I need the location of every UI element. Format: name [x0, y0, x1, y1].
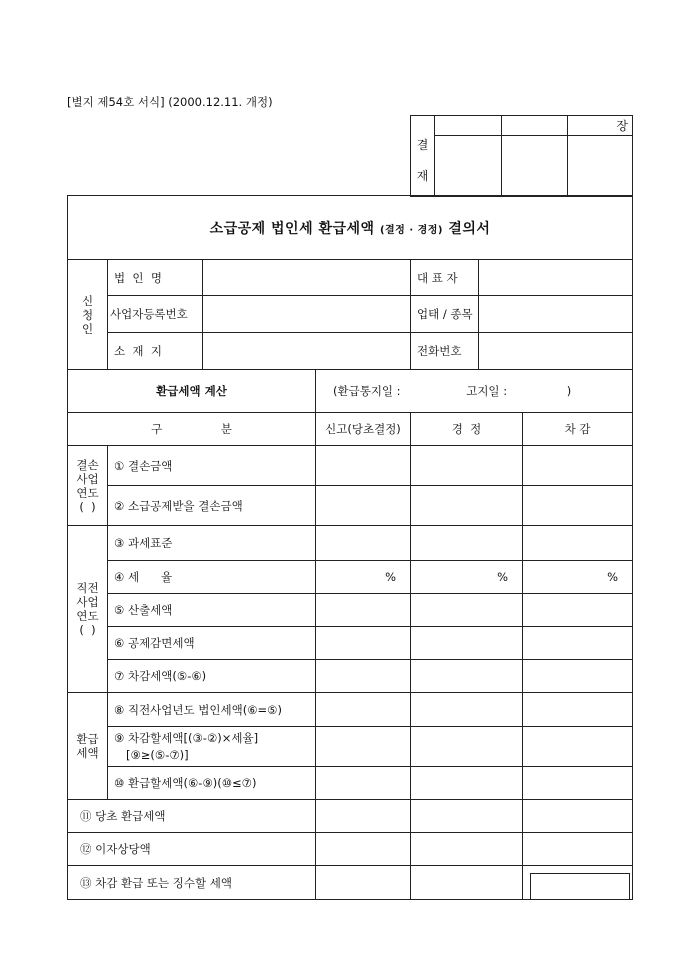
cell-report[interactable] [316, 660, 411, 693]
address-field[interactable] [203, 333, 411, 370]
cell-correction[interactable] [411, 833, 523, 866]
cell-report[interactable] [316, 594, 411, 627]
cell-correction[interactable] [411, 627, 523, 660]
col-correction: 경 정 [411, 413, 523, 446]
cell-correction[interactable] [411, 446, 523, 486]
cell-difference[interactable] [523, 446, 633, 486]
row-label: ② 소급공제받을 결손금액 [108, 486, 316, 526]
form-title [68, 196, 633, 260]
row-label: ⑤ 산출세액 [108, 594, 316, 627]
title-suffix: 결의서 [448, 220, 491, 237]
cell-report[interactable] [316, 800, 411, 833]
row-label: ⑪ 당초 환급세액 [68, 800, 316, 833]
prior-year-label: 직전 사업 연도 ( ) [68, 526, 108, 693]
cell-difference[interactable] [523, 526, 633, 561]
cell-difference[interactable]: % [523, 561, 633, 594]
row-label: ⑩ 환급할세액(⑥-⑨)(⑩≤⑦) [108, 767, 316, 800]
cell-report[interactable] [316, 526, 411, 561]
cell-correction[interactable] [411, 800, 523, 833]
notice-date-label: (환급통지일 : [333, 384, 401, 398]
row-label: ① 결손금액 [108, 446, 316, 486]
applicant-label: 신 청 인 [68, 260, 108, 370]
cell-difference[interactable] [523, 866, 633, 900]
row-label: ⑧ 직전사업년도 법인세액(⑥=⑤) [108, 693, 316, 727]
close-paren: ) [566, 384, 572, 398]
cell-report[interactable] [316, 833, 411, 866]
form-note: [별지 제54호 서식] (2000.12.11. 개정) [67, 95, 273, 109]
business-type-label: 업태 / 종목 [411, 296, 479, 333]
row-label-line2: [⑨≥(⑤-⑦)] [126, 747, 189, 762]
cell-correction[interactable] [411, 660, 523, 693]
approval-sign-2[interactable] [502, 136, 568, 197]
row-label: ③ 과세표준 [108, 526, 316, 561]
due-date-label: 고지일 : [466, 384, 508, 398]
cell-correction[interactable] [411, 767, 523, 800]
cell-difference[interactable] [523, 627, 633, 660]
cell-correction[interactable] [411, 693, 523, 727]
col-report: 신고(당초결정) [316, 413, 411, 446]
title-paren: (결정 · 경정) [379, 224, 443, 236]
cell-correction[interactable] [411, 526, 523, 561]
col-difference: 차 감 [523, 413, 633, 446]
row-label [108, 727, 316, 767]
approval-label-top: 결 [416, 138, 429, 152]
address-label: 소 재 지 [108, 333, 203, 370]
representative-field[interactable] [479, 260, 633, 296]
approval-box [410, 115, 633, 197]
refund-label: 환급 세액 [68, 693, 108, 800]
cell-correction[interactable]: % [411, 561, 523, 594]
row-label: ⑬ 차감 환급 또는 징수할 세액 [68, 866, 316, 900]
row-label-line1: ⑨ 차감할세액[(③-②)×세율] [114, 730, 259, 745]
cell-correction[interactable] [411, 594, 523, 627]
title-main: 소급공제 법인세 환급세액 [209, 220, 375, 237]
biz-reg-no-field[interactable] [203, 296, 411, 333]
cell-difference[interactable] [523, 486, 633, 526]
cell-report[interactable] [316, 627, 411, 660]
cell-report[interactable] [316, 446, 411, 486]
cell-correction[interactable] [411, 866, 523, 900]
col-division: 구 분 [68, 413, 316, 446]
corp-name-label: 법 인 명 [108, 260, 203, 296]
approval-sign-3[interactable] [568, 136, 633, 197]
approval-cell-1 [435, 116, 502, 136]
resolution-form [67, 195, 633, 900]
approval-label [411, 116, 435, 197]
cell-report[interactable]: % [316, 561, 411, 594]
approval-cell-2 [502, 116, 568, 136]
phone-field[interactable] [479, 333, 633, 370]
final-amount-box [530, 873, 630, 899]
cell-report[interactable] [316, 866, 411, 900]
cell-difference[interactable] [523, 727, 633, 767]
cell-report[interactable] [316, 486, 411, 526]
cell-difference[interactable] [523, 767, 633, 800]
cell-report[interactable] [316, 727, 411, 767]
cell-difference[interactable] [523, 660, 633, 693]
row-label: ⑫ 이자상당액 [68, 833, 316, 866]
loss-year-label: 결손 사업 연도 ( ) [68, 446, 108, 526]
row-label: ⑦ 차감세액(⑤-⑥) [108, 660, 316, 693]
corp-name-field[interactable] [203, 260, 411, 296]
cell-correction[interactable] [411, 486, 523, 526]
approval-chief: 장 [568, 116, 633, 136]
phone-label: 전화번호 [411, 333, 479, 370]
cell-difference[interactable] [523, 833, 633, 866]
cell-difference[interactable] [523, 594, 633, 627]
cell-correction[interactable] [411, 727, 523, 767]
row-label: ④ 세 율 [108, 561, 316, 594]
notice-dates [316, 370, 633, 413]
row-label: ⑥ 공제감면세액 [108, 627, 316, 660]
cell-difference[interactable] [523, 800, 633, 833]
biz-reg-no-label: 사업자등록번호 [108, 296, 203, 333]
approval-sign-1[interactable] [435, 136, 502, 197]
cell-report[interactable] [316, 693, 411, 727]
calc-heading: 환급세액 계산 [68, 370, 316, 413]
approval-label-bottom: 재 [416, 169, 429, 183]
cell-difference[interactable] [523, 693, 633, 727]
cell-report[interactable] [316, 767, 411, 800]
representative-label: 대 표 자 [411, 260, 479, 296]
business-type-field[interactable] [479, 296, 633, 333]
